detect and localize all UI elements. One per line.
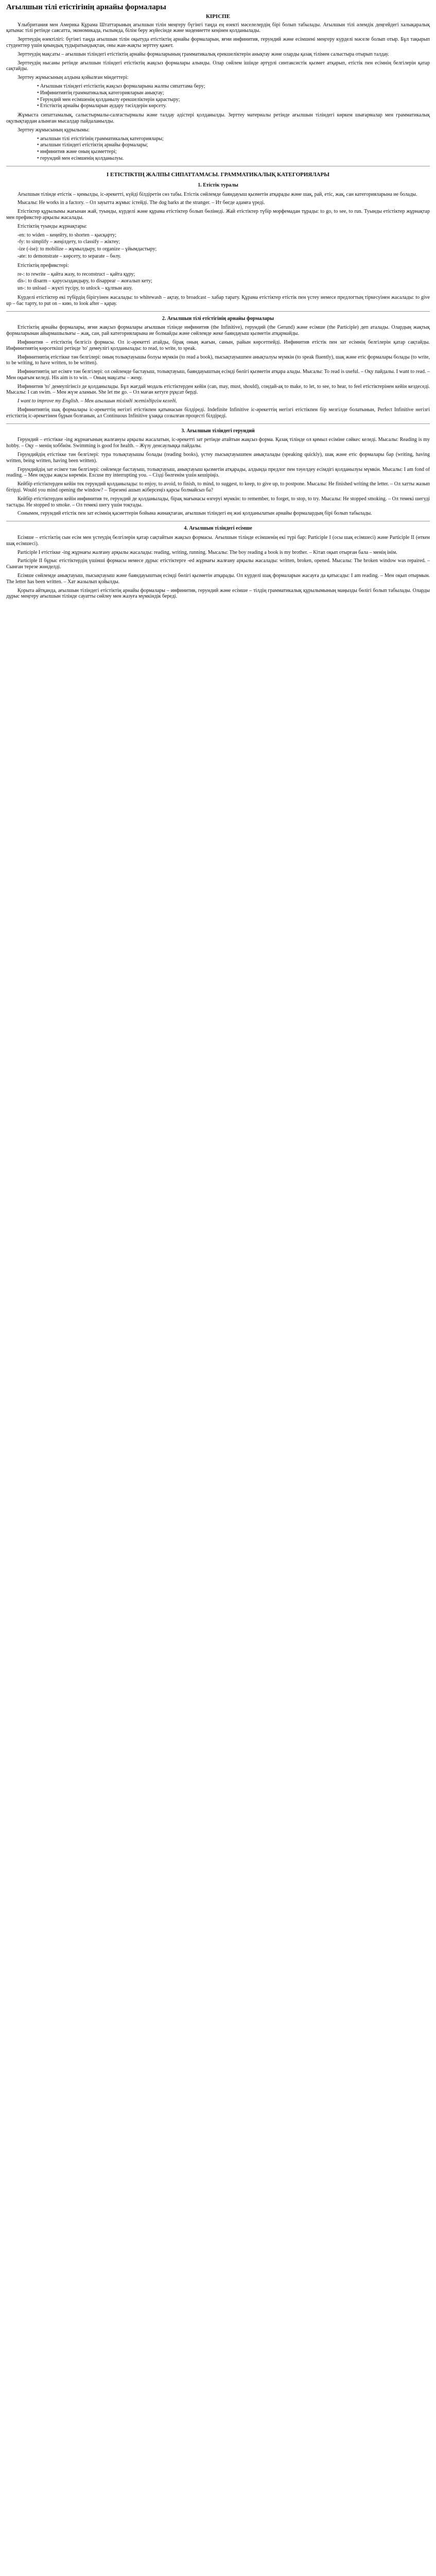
section-title: 3. Ағылшын тіліндегі герундий — [181, 428, 255, 434]
section-paragraph: Инфинитивтің етістікке тән белгілері: оның толықтауышы болуы мүмкін (to read a book), пысықтауышпен анықталуы мүмкін (to speak fluently), шақ және етіс формалары болады (to write, to be writing, to have written, to be written). — [6, 354, 430, 366]
intro-paragraph: Зерттеудің нысаны ретінде ағылшын тіліндегі етістіктің жақсыз формалары алынды. Олар сөйлем ішінде әртүрлі синтаксистік қызмет атқарып, етістік пен есімнің белгілерін қатар сақтайды. — [6, 60, 430, 72]
methods-paragraph: Жұмыста сипаттамалық, салыстырмалы-салғастырмалы және талдау әдістері қолданылды. Зерттеу материалы ретінде ағылшын тіліндегі көркем шығармалар мен грамматикалық оқулықтардан алынған мысалдар пайдаланылды. — [6, 112, 430, 125]
objective-item: • Ағылшын тіліндегі етістіктің жақсыз формаларына жалпы сипаттама беру; — [37, 83, 430, 90]
example-line: dis-: to disarm – қарусыздандыру, to disappear – жоғалып кету; — [18, 278, 152, 284]
structure-item: • ағылшын тілі етістігінің грамматикалық категориялары; — [37, 136, 430, 142]
section-paragraph: Етістіктер құрылымы жағынан жай, туынды, күрделі және құрама етістіктер болып бөлінеді. Жай етістіктер түбір морфемадан тұрады: to go, to see, to run. Туынды етістіктер жұрнақтар мен префикстер арқылы жасалады. — [6, 209, 430, 221]
objectives-list — [6, 83, 430, 109]
prefix-examples — [18, 272, 430, 292]
section-paragraph: Ағылшын тілінде етістік – қимылды, іс-әрекетті, күйді білдіретін сөз табы. Етістік сөйлемде баяндауыш қызметін атқарады және шақ, рай, етіс, жақ, сан категорияларына ие болады. — [18, 191, 417, 197]
structure-intro: Зерттеу жұмысының құрылымы: — [18, 127, 90, 133]
document-title: Ағылшын тілі етістігінің арнайы формалары — [6, 3, 166, 11]
section-title: 4. Ағылшын тіліндегі есімше — [184, 526, 252, 532]
section-paragraph: Есімше сөйлемде анықтауыш, пысықтауыш және баяндауыштың есімді бөлігі қызметін атқарады. Ол күрделі шақ формаларын жасауға да қатысады: I am reading. – Мен оқып отырмын. The letter has been written. – Хат жазылып қойылды. — [6, 573, 430, 585]
example-line: -en: to widen – кеңейту, to shorten – қысқарту; — [18, 232, 116, 238]
section-paragraph: Сонымен, герундий етістік пен зат есімнің қасиеттерін бойына жинақтаған, ағылшын тіліндегі ең жиі қолданылатын арнайы формалардың бірі болып табылады. — [18, 511, 372, 517]
suffix-intro: Етістіктің туынды жұрнақтары: — [18, 223, 88, 229]
section-paragraph: Кейбір етістіктерден кейін тек герундий қолданылады: to enjoy, to avoid, to finish, to mind, to suggest, to keep, to give up, to postpone. Мысалы: He finished writing the letter. – Ол хатты жазып бітірді. Would you mind opening the window? – Терезені ашып жіберсеңіз қарсы болмайсыз ба? — [6, 481, 430, 494]
structure-item: • ағылшын тіліндегі етістіктің арнайы формалары; — [37, 142, 430, 148]
document-page — [0, 0, 436, 613]
example-note: I want to improve my English. – Мен ағылшын тілімді жетілдіргім келеді. — [18, 398, 177, 404]
intro-paragraph: Зерттеудің өзектілігі: бүгінгі таңда ағылшын тілін оқытуда етістіктің арнайы формаларын, яғни инфинитив, герундий және есімшені меңгеру күрделі мәселе болып отыр. Бұл тақырып студенттер үшін қиындық тудыратындықтан, оны жан-жақты зерттеу қажет. — [6, 37, 430, 49]
objective-item: • Етістіктің арнайы формаларын аудару тәсілдерін көрсету. — [37, 103, 430, 109]
objective-item: • Герундий мен есімшенің қолданылу ерекшеліктерін қарастыру; — [37, 97, 430, 103]
section-paragraph: Participle I етістікке -ing жұрнағы жалғану арқылы жасалады: reading, writing, running. Мысалы: The boy reading a book is my brother. – Кітап оқып отырған бала – менің інім. — [18, 549, 397, 555]
section-paragraph: Инфинитивтің шақ формалары іс-әрекеттің негізгі етістікпен қатынасын білдіреді. Indefinite Infinitive іс-әрекеттің негізгі етістікпен бір мезгілде болатынын, Perfect Infinitive негізгі етістіктің іс-әрекетінен бұрын болғанын, ал Continuous Infinitive ұзаққа созылған процесті білдіреді. — [6, 407, 430, 419]
prefix-intro: Етістіктің префикстері: — [18, 262, 69, 268]
divider — [6, 311, 430, 312]
chapter-title: І ЕТІСТІКТІҢ ЖАЛПЫ СИПАТТАМАСЫ. ГРАММАТИКАЛЫҚ КАТЕГОРИЯЛАРЫ — [106, 171, 330, 178]
section-paragraph: Инфинитивтің зат есімге тән белгілері: ол сөйлемде бастауыш, толықтауыш, баяндауыштың есімді бөлігі қызметін атқара алады. Мысалы: To read is useful. – Оқу пайдалы. I want to read. – Мен оқығым келеді. His aim is to win. – Оның мақсаты – жеңу. — [6, 369, 430, 381]
section-paragraph: Герундийдің етістікке тән белгілері: тура толықтауышы болады (reading books), үстеу пысықтауышпен анықталады (speaking quickly), шақ және етіс формалары бар (writing, having written, being written, having been written). — [6, 452, 430, 464]
section-paragraph: Инфинитив – етістіктің белгісіз формасы. Ол іс-әрекетті атайды, бірақ оның жағын, санын, райын көрсетпейді. Инфинитив етістік пен зат есімнің белгілерін қатар сақтайды. Инфинитивтің көрсеткіші ретінде 'to' демеулігі қолданылады: to read, to write, to speak. — [6, 339, 430, 351]
intro-paragraph: Зерттеудің мақсаты – ағылшын тіліндегі етістіктің арнайы формаларының грамматикалық ерекшеліктерін анықтау және оларды қазақ тілімен салыстыра отырып талдау. — [18, 51, 389, 57]
section-paragraph: Participle II бұрыс етістіктердің үшінші формасы немесе дұрыс етістіктерге -ed жұрнағы жалғану арқылы жасалады: written, broken, opened. Мысалы: The broken window was repaired. – Сынған терезе жөнделді. — [6, 558, 430, 570]
section-paragraph: Етістіктің арнайы формалары, яғни жақсыз формалары ағылшын тілінде инфинитив (the Infinitive), герундий (the Gerund) және есімше (the Participle) деп аталады. Олардың жақтық формаларынан айырмашылығы – жақ, сан, рай категорияларына ие болмайды және сөйлемде жеке баяндауыш қызметін атқармайды. — [6, 325, 430, 337]
example-line: -fy: to simplify – жеңілдету, to classify – жіктеу; — [18, 239, 120, 245]
suffix-examples — [18, 232, 430, 260]
section-paragraph: Қорыта айтқанда, ағылшын тіліндегі етістіктің арнайы формалары – инфинитив, герундий және есімше – тілдің грамматикалық құрылымының маңызды бөлігі болып табылады. Оларды дұрыс меңгеру ағылшын тілінде сауатты сөйлеу мен жазуға мүмкіндік береді. — [6, 587, 430, 600]
structure-item: • инфинитив және оның қызметтері; — [37, 149, 430, 155]
section-paragraph: Есімше – етістіктің сын есім мен үстеудің белгілерін қатар сақтайтын жақсыз формасы. Ағылшын тілінде есімшенің екі түрі бар: Participle I (осы шақ есімшесі) және Participle II (өткен шақ есімшесі). — [6, 535, 430, 547]
objectives-intro: Зерттеу жұмысының алдына қойылған міндеттері: — [18, 75, 129, 81]
section-title: 1. Етістік туралы — [198, 182, 238, 188]
intro-paragraph: Ұлыбритания мен Америка Құрама Штаттарының ағылшын тілін меңгеру бүгінгі таңда ең өзекті мәселелердің бірі болып табылады. Ағылшын тілі әлемдік деңгейдегі халықаралық қатынас тілі ретінде саясатта, экономикада, ғылымда, білім беру жүйесінде және мәдениетте кеңінен қолданылады. — [6, 22, 430, 34]
example-line: -ate: to demonstrate – көрсету, to separate – бөлу. — [18, 253, 121, 259]
objective-item: • Инфинитивтің грамматикалық категорияларын анықтау; — [37, 90, 430, 96]
section-paragraph: Кейбір етістіктерден кейін инфинитив те, герундий де қолданылады, бірақ мағынасы өзгеруі мүмкін: to remember, to forget, to stop, to try. Мысалы: He stopped smoking. – Ол темекі шегуді тастады. He stopped to smoke. – Ол темекі шегу үшін тоқтады. — [6, 496, 430, 508]
divider — [6, 423, 430, 424]
structure-item: • герундий мен есімшенің қолданылуы. — [37, 156, 430, 162]
example-line: -ize (-ise): to mobilize – жұмылдыру, to organize – ұйымдастыру; — [18, 246, 157, 252]
example-line: un-: to unload – жүкті түсіру, to unlock – құлпын ашу. — [18, 285, 133, 292]
structure-list — [6, 136, 430, 162]
example-line: re-: to rewrite – қайта жазу, to reconstruct – қайта құру; — [18, 271, 135, 277]
section-paragraph: Герундийдің зат есімге тән белгілері: сөйлемде бастауыш, толықтауыш, анықтауыш қызметін атқарады, алдында предлог пен тәуелдеу есімдігі қолданылуы мүмкін. Мысалы: I am fond of reading. – Мен оқуды жақсы көремін. Excuse my interrupting you. – Сізді бөлгенім үшін кешіріңіз. — [6, 466, 430, 479]
section-paragraph: Күрделі етістіктер екі түбірдің бірігуінен жасалады: to whitewash – ақтау, to broadcast – хабар тарату. Құрама етістіктер етістік пен үстеу немесе предлогтың тіркесуінен жасалады: to give up – бас тарту, to put on – кию, to look after – қарау. — [6, 294, 430, 307]
section-paragraph: Инфинитив 'to' демеулігінсіз де қолданылады. Бұл жағдай модаль етістіктерден кейін (can, may, must, should), сондай-ақ to make, to let, to see, to hear, to feel етістіктерінен кейін кездеседі. Мысалы: I can swim. – Мен жүзе аламын. She let me go. – Ол маған кетуге рұқсат берді. — [6, 383, 430, 396]
introduction-heading: КІРІСПЕ — [205, 13, 231, 20]
section-paragraph: Мысалы: He works in a factory. – Ол зауытта жұмыс істейді. The dog barks at the stranger. – Ит бөгде адамға үреді. — [18, 200, 265, 206]
section-paragraph: Герундий – етістікке -ing жұрнағының жалғануы арқылы жасалатын, іс-әрекетті зат ретінде атайтын жақсыз форма. Қазақ тілінде ол қимыл есіміне сәйкес келеді. Мысалы: Reading is my hobby. – Оқу – менің хоббиім. Swimming is good for health. – Жүзу денсаулыққа пайдалы. — [6, 437, 430, 449]
section-title: 2. Ағылшын тілі етістігінің арнайы формалары — [162, 315, 274, 321]
